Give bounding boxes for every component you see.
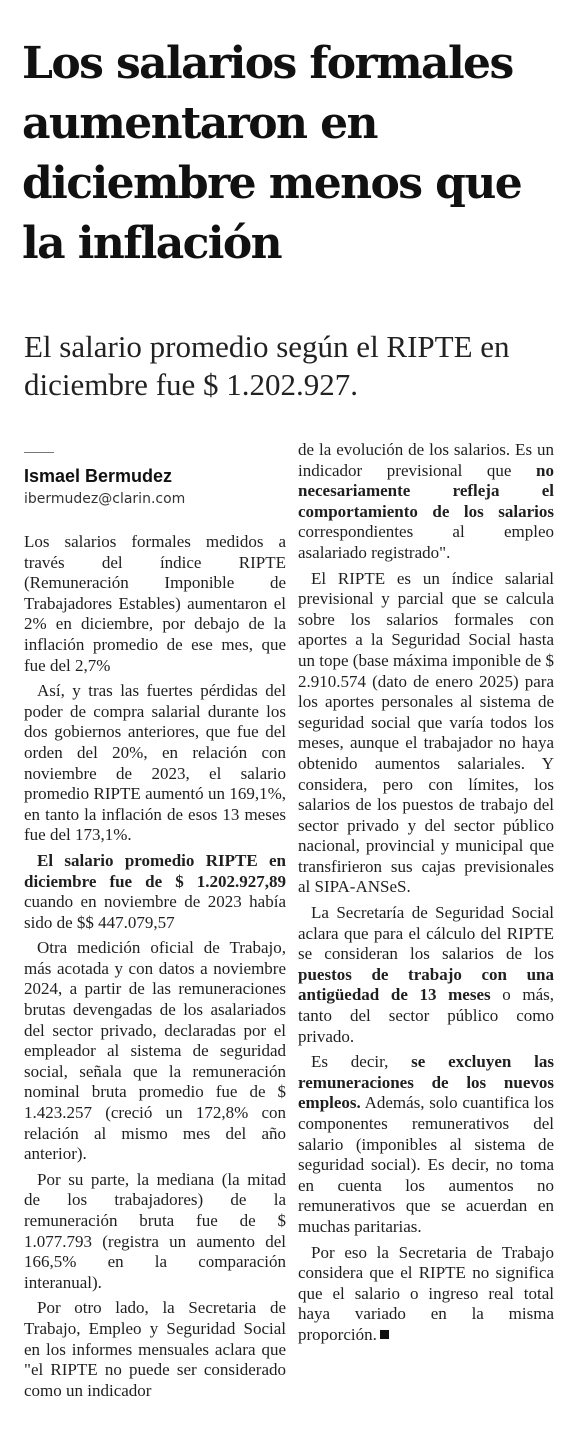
column-left-body: [24, 532, 286, 1401]
paragraph-text: correspondientes al empleo asalariado registrado".: [298, 522, 554, 562]
paragraph-text: Además, solo cuantifica los componentes remunerativos del salario (imponibles al sistema de seguridad social). Es decir, no toma en cuenta los aumentos no remunerativos que se acuerdan en muchas paritarias.: [298, 1093, 554, 1236]
subheadline: El salario promedio según el RIPTE en diciembre fue $ 1.202.927.: [24, 329, 510, 402]
highlight-text: no necesariamente refleja el comportamiento de los salarios: [298, 460, 554, 521]
paragraph: [298, 1052, 554, 1237]
paragraph: [24, 851, 286, 933]
paragraph: Los salarios formales medidos a través del índice RIPTE (Remuneración Imponible de Trabajadores Estables) aumentaron el 2% en diciembre, por debajo de la inflación promedio de ese mes, que fue del 2,7%: [24, 532, 286, 675]
paragraph-text: de la evolución de los salarios. Es un indicador previsional que: [298, 440, 554, 480]
paragraph: [298, 903, 554, 1047]
paragraph-text: o más, tanto del sector público como privado.: [298, 985, 554, 1046]
author-name: Ismael Bermudez: [24, 466, 173, 486]
highlight-text: puestos de trabajo con una antigüedad de 13 meses: [298, 964, 554, 1005]
highlight-text: se excluyen las remuneraciones de los nuevos empleos.: [298, 1052, 554, 1113]
article-column-right: [298, 440, 554, 1346]
paragraph: El RIPTE es un índice salarial previsional y parcial que se calcula sobre los salarios formales con aportes a la Seguridad Social hasta un tope (base máxima imponible de $ 2.910.574 (dato de enero 2025) para los aportes personales al sistema de seguridad social que varía todos los meses, aunque el trabajador no haya obtenido aumentos salariales. Y considera, pero con límites, los salarios de los puestos de trabajo del sector privado y del sector público nacional, provincial y municipal que transfirieron sus cajas previsionales al SIPA-ANSeS.: [298, 568, 554, 897]
paragraph-text: La Secretaría de Seguridad Social aclara que para el cálculo del RIPTE se consideran los salarios de los: [298, 903, 554, 964]
paragraph: Otra medición oficial de Trabajo, más acotada y con datos a noviembre 2024, a partir de las remuneraciones brutas devengadas de los asalariados del sector privado, declaradas por el empleador al sistema de seguridad social, señala que la remuneración nominal bruta promedio fue de $ 1.423.257 (creció un 172,8% con relación al mismo mes del año anterior).: [24, 938, 286, 1164]
byline-rule: [24, 452, 54, 453]
headline: Los salarios formales aumentaron en diciembre menos que la inflación: [22, 38, 522, 269]
paragraph: [298, 440, 554, 564]
byline: [24, 465, 286, 509]
paragraph: Así, y tras las fuertes pérdidas del poder de compra salarial durante los dos gobiernos anteriores, que fue del orden del 20%, en relación con noviembre de 2023, el salario promedio RIPTE aumentó un 169,1%, en tanto la inflación de esos 13 meses fue del 173,1%.: [24, 681, 286, 845]
paragraph: Por otro lado, la Secretaria de Trabajo, Empleo y Seguridad Social en los informes mensuales aclara que "el RIPTE no puede ser considerado como un indicador: [24, 1298, 286, 1400]
paragraph: Por su parte, la mediana (la mitad de los trabajadores) de la remuneración bruta fue de $ 1.077.793 (registra un aumento del 166,5% en la comparación interanual).: [24, 1169, 286, 1292]
paragraph-text: cuando en noviembre de 2023 había sido de $$ 447.079,57: [24, 892, 286, 932]
paragraph: [298, 1243, 554, 1346]
paragraph-text: Es decir,: [311, 1052, 412, 1072]
author-email[interactable]: ibermudez@clarin.com: [24, 491, 186, 507]
highlight-text: El salario promedio RIPTE en diciembre fue de $ 1.202.927,89: [24, 850, 286, 891]
paragraph-text: Por eso la Secretaria de Trabajo considera que el RIPTE no significa que el salario o ingreso real total haya variado en la misma proporción.: [298, 1242, 554, 1344]
end-mark: [380, 1330, 389, 1339]
